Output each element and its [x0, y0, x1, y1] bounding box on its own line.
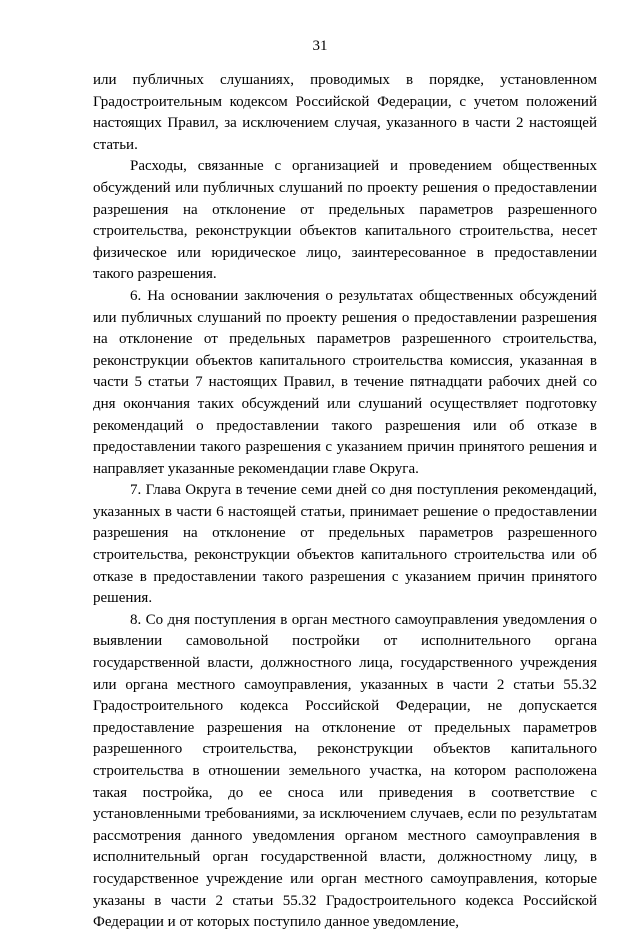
document-body: [93, 70, 597, 934]
paragraph-item-6: 6. На основании заключения о результатах общественных обсуждений или публичных слушаний по проекту решения о предоставлении разрешения на отклонение от предельных параметров разрешенного строительства, реконструкции объектов капитального строительства комиссия, указанная в части 5 статьи 7 настоящих Правил, в течение пятнадцати рабочих дней со дня окончания таких обсуждений или слушаний осуществляет подготовку рекомендаций о предоставлении такого разрешения или об отказе в предоставлении такого разрешения с указанием причин принятого решения и направляет указанные рекомендации главе Округа.: [93, 287, 597, 477]
paragraph-item-7: 7. Глава Округа в течение семи дней со дня поступления рекомендаций, указанных в части 6 настоящей статьи, принимает решение о предоставлении разрешения на отклонение от предельных параметров разрешенного строительства, реконструкции объектов капитального строительства или об отказе в предоставлении такого разрешения с указанием причин принятого решения.: [93, 482, 597, 607]
page-number: 31: [312, 38, 328, 54]
paragraph-continuation: или публичных слушаниях, проводимых в порядке, установленном Градостроительным кодексом Российской Федерации, с учетом положений настоящих Правил, за исключением случая, указанного в части 2 настоящей статьи.: [93, 72, 597, 153]
paragraph-expenses: Расходы, связанные с организацией и проведением общественных обсуждений или публичных слушаний по проекту решения о предоставлении разрешения на отклонение от предельных параметров разрешенного строительства, реконструкции объектов капитального строительства, несет физическое или юридическое лицо, заинтересованное в предоставлении такого разрешения.: [93, 158, 597, 283]
paragraph-item-8: 8. Со дня поступления в орган местного самоуправления уведомления о выявлении самовольной постройки от исполнительного органа государственной власти, должностного лица, государственного учреждения или органа местного самоуправления, указанных в части 2 статьи 55.32 Градостроительного кодекса Российской Федерации, не допускается предоставление разрешения на отклонение от предельных параметров разрешенного строительства, реконструкции объектов капитального строительства в отношении земельного участка, на котором расположена такая постройка, до ее сноса или приведения в соответствие с установленными требованиями, за исключением случаев, если по результатам рассмотрения данного уведомления органом местного самоуправления в исполнительный орган государственной власти, должностному лицу, в государственное учреждение или орган местного самоуправления, которые указаны в части 2 статьи 55.32 Градостроительного кодекса Российской Федерации и от которых поступило данное уведомление,: [93, 611, 597, 931]
